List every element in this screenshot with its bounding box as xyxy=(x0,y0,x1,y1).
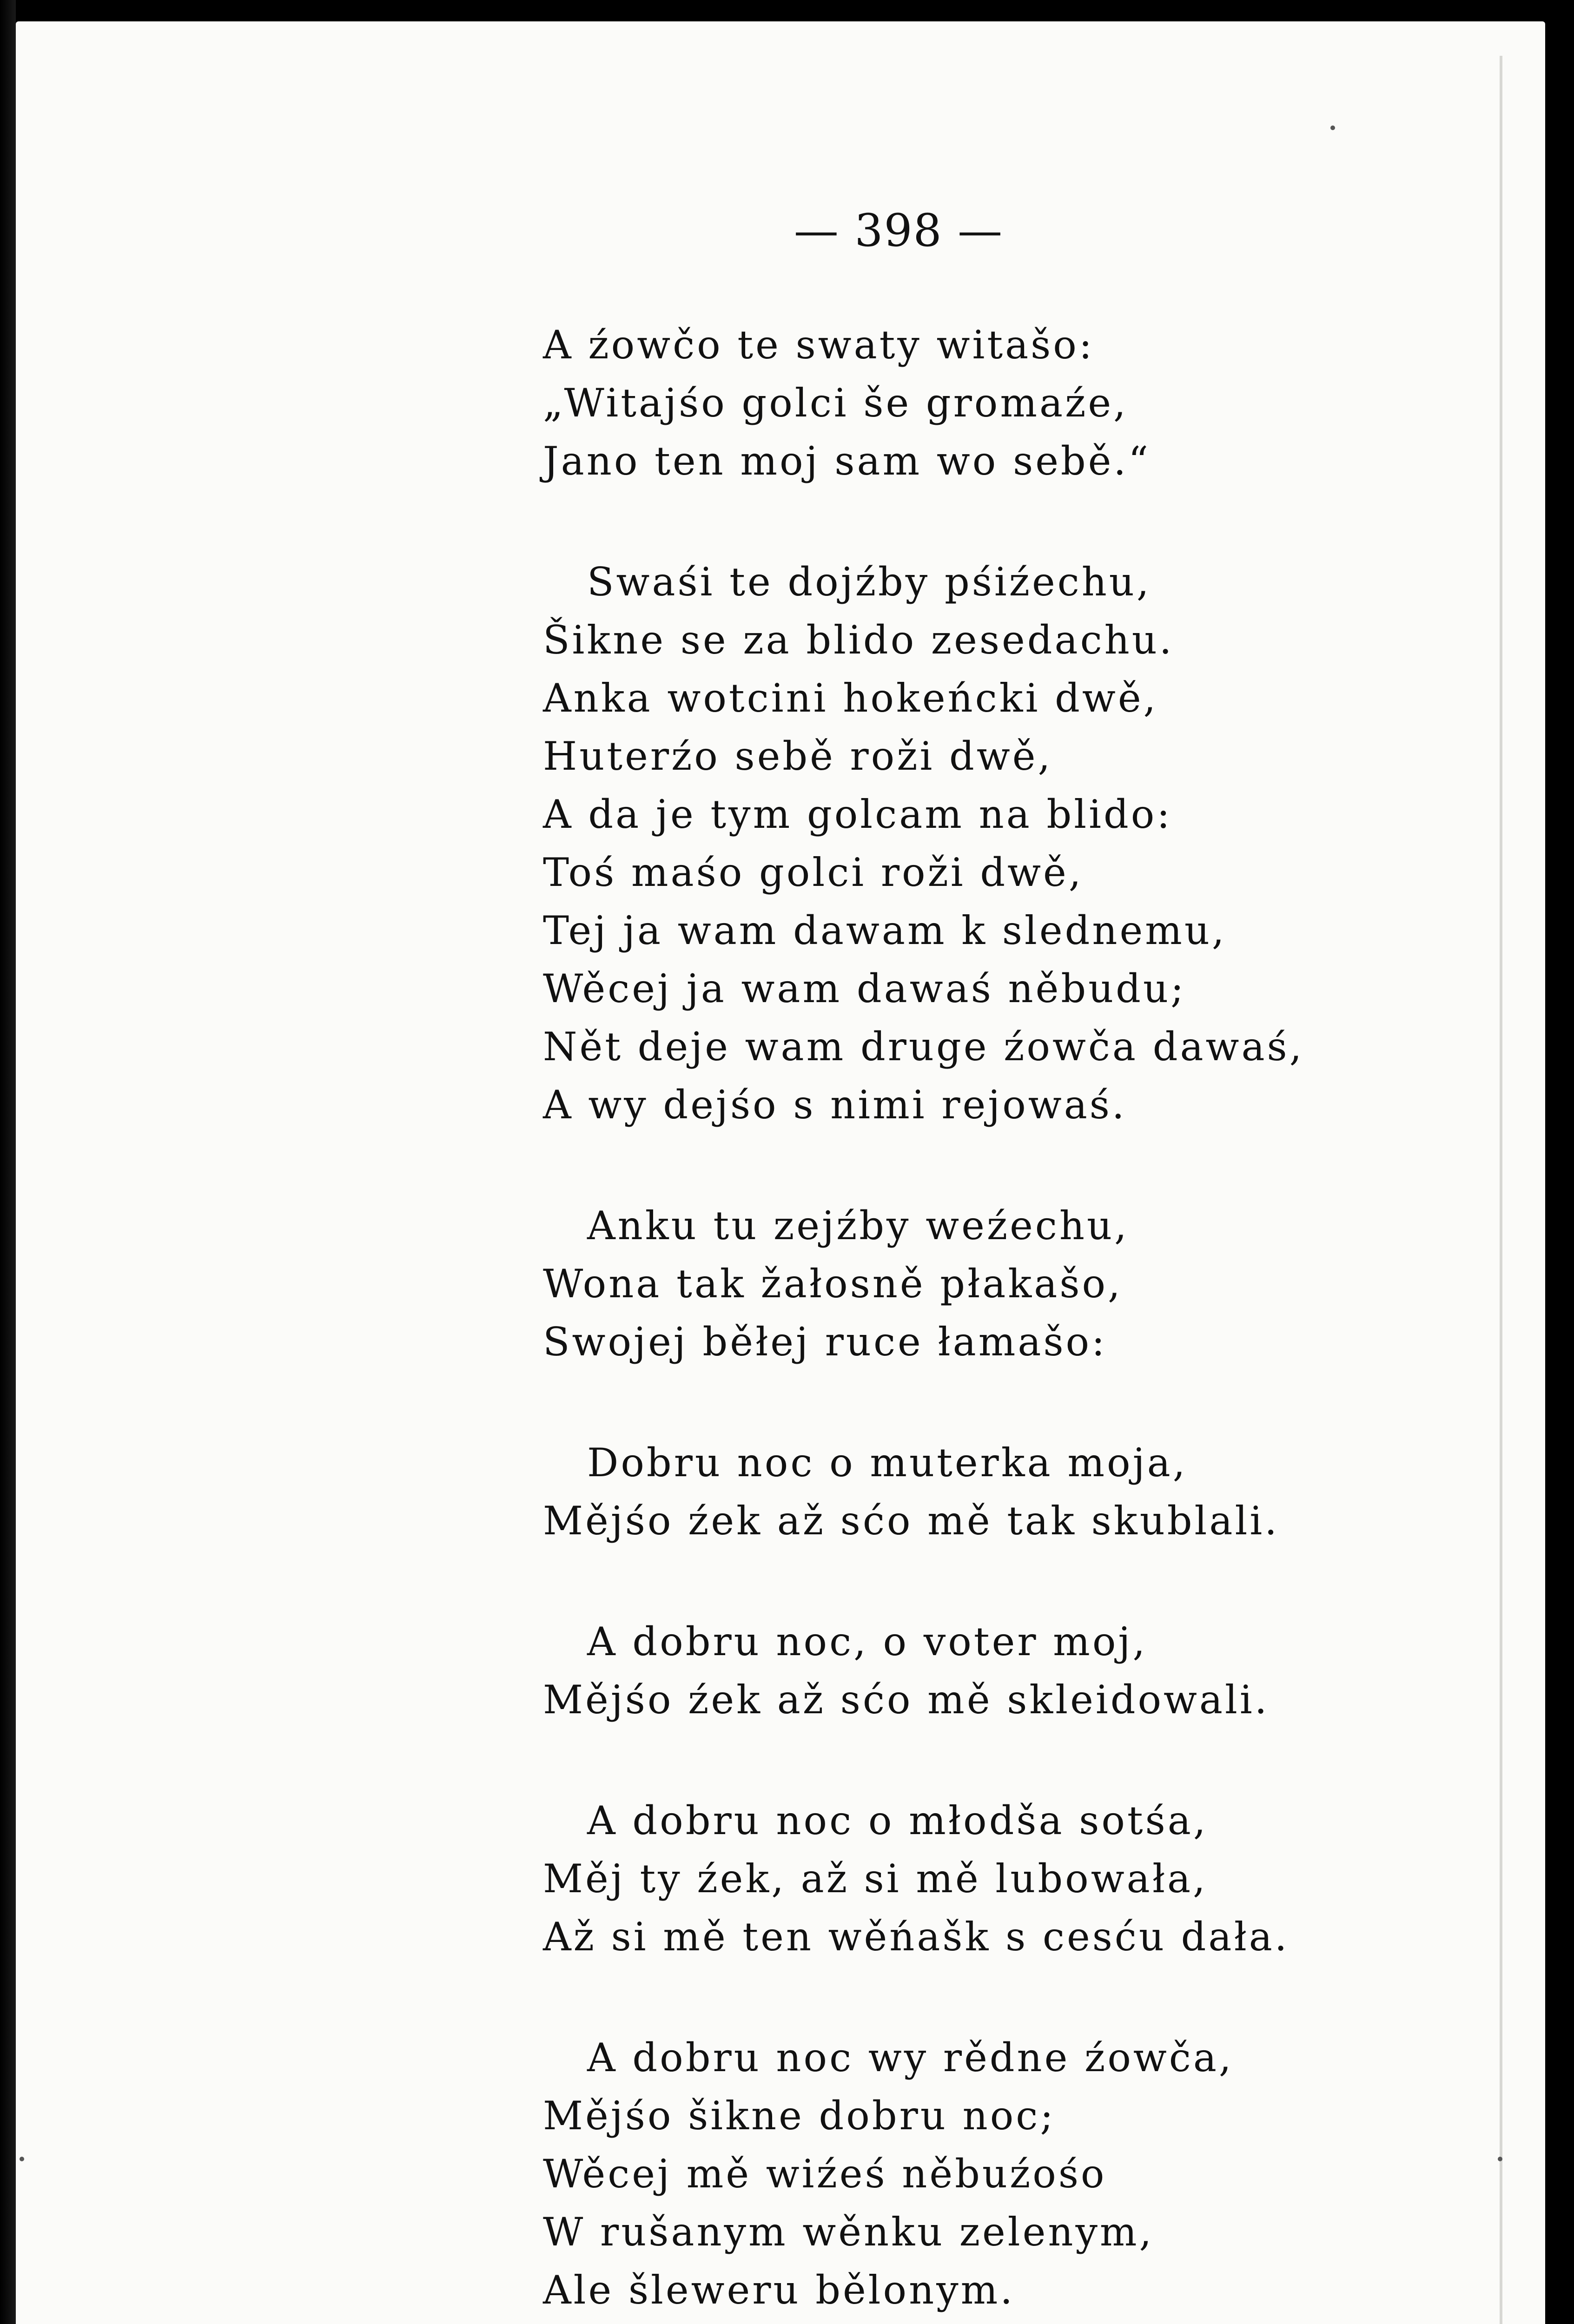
stanza xyxy=(543,1197,1519,1371)
verse-line: Tej ja wam dawam k slednemu, xyxy=(543,908,1227,953)
verse-line: Anka wotcini hokeńcki dwě, xyxy=(543,675,1158,721)
verse-line: A dobru noc, o voter moj, xyxy=(587,1619,1148,1664)
dust-speck xyxy=(20,2157,24,2161)
verse-line: Toś maśo golci roži dwě, xyxy=(543,850,1084,895)
verse-line: Až si mě ten wěńašk s cesću dała. xyxy=(543,1914,1290,1960)
verse-line: Mějśo źek až sćo mě skleidowali. xyxy=(543,1677,1270,1723)
verse-line: A wy dejśo s nimi rejowaś. xyxy=(543,1082,1127,1128)
stanza xyxy=(543,1434,1519,1550)
verse-line: W rušanym wěnku zelenym, xyxy=(543,2209,1154,2255)
verse-line: Měj ty źek, až si mě lubowała, xyxy=(543,1856,1208,1901)
verse-line: Anku tu zejźby weźechu, xyxy=(587,1203,1129,1248)
verse-line: Swojej běłej ruce łamašo: xyxy=(543,1319,1107,1365)
verse-line: Jano ten moj sam wo sebě.“ xyxy=(543,438,1151,484)
stanza xyxy=(543,553,1519,1134)
verse-line: Wona tak žałosně płakašo, xyxy=(543,1261,1123,1307)
verse-line: Swaśi te dojźby pśiźechu, xyxy=(587,559,1151,605)
verse-line: Šikne se za blido zesedachu. xyxy=(543,617,1174,663)
stanza xyxy=(543,2029,1519,2319)
stanza xyxy=(543,316,1519,490)
verse-line: „Witajśo golci še gromaźe, xyxy=(543,380,1128,426)
dust-speck xyxy=(1330,125,1335,130)
scan-edge-left xyxy=(0,0,16,2324)
verse-line: Mějśo źek až sćo mě tak skublali. xyxy=(543,1498,1279,1544)
page-number: — 398 — xyxy=(794,205,1004,257)
verse-line: Huterźo sebě roži dwě, xyxy=(543,733,1053,779)
stanza xyxy=(543,1613,1519,1729)
scan-edge-right xyxy=(1545,0,1574,2324)
verse-line: Wěcej mě wiźeś něbuźośo xyxy=(543,2151,1107,2197)
verse-line: Nět deje wam druge źowča dawaś, xyxy=(543,1024,1304,1070)
verse-line: Ale šleweru bělonym. xyxy=(543,2267,1015,2313)
verse-line: A da je tym golcam na blido: xyxy=(543,792,1172,837)
stanza xyxy=(543,1792,1519,1966)
verse-line: Wěcej ja wam dawaś něbudu; xyxy=(543,966,1186,1011)
verse-line: Mějśo šikne dobru noc; xyxy=(543,2093,1056,2139)
verse-line: A dobru noc o młodša sotśa, xyxy=(587,1798,1208,1843)
poem-text xyxy=(543,316,1519,2319)
verse-line: A dobru noc wy rědne źowča, xyxy=(587,2035,1234,2080)
verse-line: A źowčo te swaty witašo: xyxy=(543,322,1095,368)
verse-line: Dobru noc o muterka moja, xyxy=(587,1440,1188,1486)
